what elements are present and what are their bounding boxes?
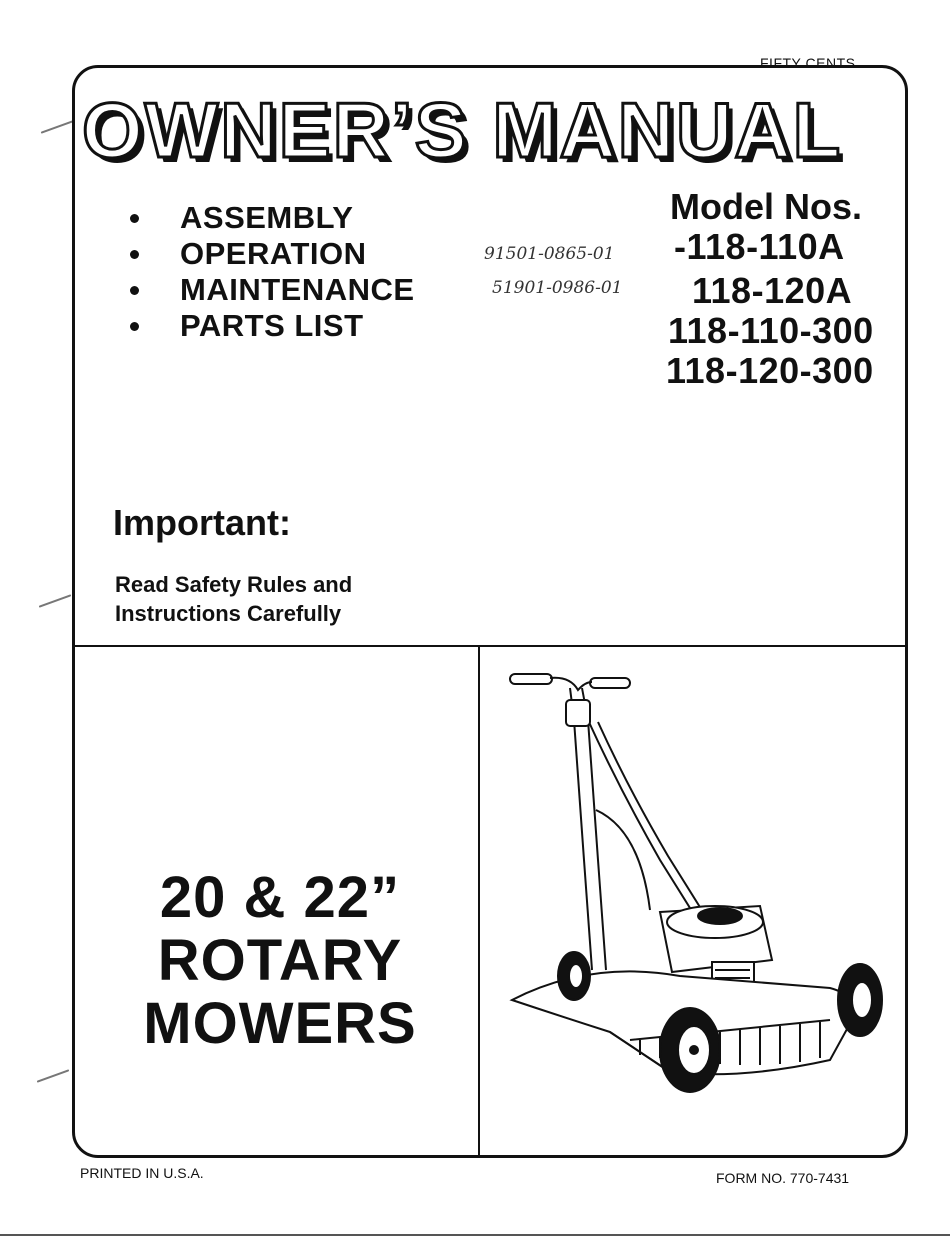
safety-note-line: Read Safety Rules and bbox=[115, 572, 353, 597]
manual-title: OWNER’S MANUAL bbox=[82, 86, 843, 174]
model-numbers-heading: Model Nos. bbox=[670, 186, 863, 227]
contents-item bbox=[130, 272, 415, 308]
contents-item bbox=[130, 308, 415, 344]
contents-item-label: ASSEMBLY bbox=[180, 200, 354, 235]
product-title-line: 20 & 22” bbox=[159, 865, 401, 930]
model-number: -118-110A bbox=[674, 226, 845, 267]
binder-hole-mark bbox=[41, 120, 74, 134]
price-label: FIFTY CENTS bbox=[760, 55, 856, 71]
form-number: FORM NO. 770-7431 bbox=[716, 1170, 850, 1186]
bottom-rule bbox=[0, 1234, 950, 1236]
printed-in-label: PRINTED IN U.S.A. bbox=[80, 1165, 204, 1181]
handwritten-note: 51901-0986-01 bbox=[492, 278, 623, 298]
contents-item-label: PARTS LIST bbox=[180, 308, 364, 343]
binder-hole-mark bbox=[39, 594, 72, 608]
bullet-icon bbox=[130, 322, 139, 331]
handwritten-note: 91501-0865-01 bbox=[484, 244, 615, 264]
bullet-icon bbox=[130, 214, 139, 223]
horizontal-divider bbox=[74, 645, 906, 647]
binder-hole-mark bbox=[37, 1069, 70, 1083]
product-title-line: ROTARY bbox=[157, 928, 403, 993]
model-number: 118-120-300 bbox=[666, 350, 874, 391]
contents-item-label: MAINTENANCE bbox=[180, 272, 415, 307]
model-number: 118-120A bbox=[692, 270, 853, 311]
contents-list bbox=[130, 200, 415, 344]
bullet-icon bbox=[130, 286, 139, 295]
product-title bbox=[130, 866, 430, 1055]
safety-note-line: Instructions Carefully bbox=[115, 601, 342, 626]
vertical-divider bbox=[478, 646, 480, 1157]
safety-note bbox=[115, 570, 352, 628]
contents-item bbox=[130, 236, 415, 272]
important-heading: Important: bbox=[113, 502, 291, 543]
lawn-mower-illustration bbox=[500, 660, 890, 1150]
product-title-line: MOWERS bbox=[143, 991, 417, 1056]
bullet-icon bbox=[130, 250, 139, 259]
model-number: 118-110-300 bbox=[668, 310, 874, 351]
contents-item bbox=[130, 200, 415, 236]
contents-item-label: OPERATION bbox=[180, 236, 367, 271]
